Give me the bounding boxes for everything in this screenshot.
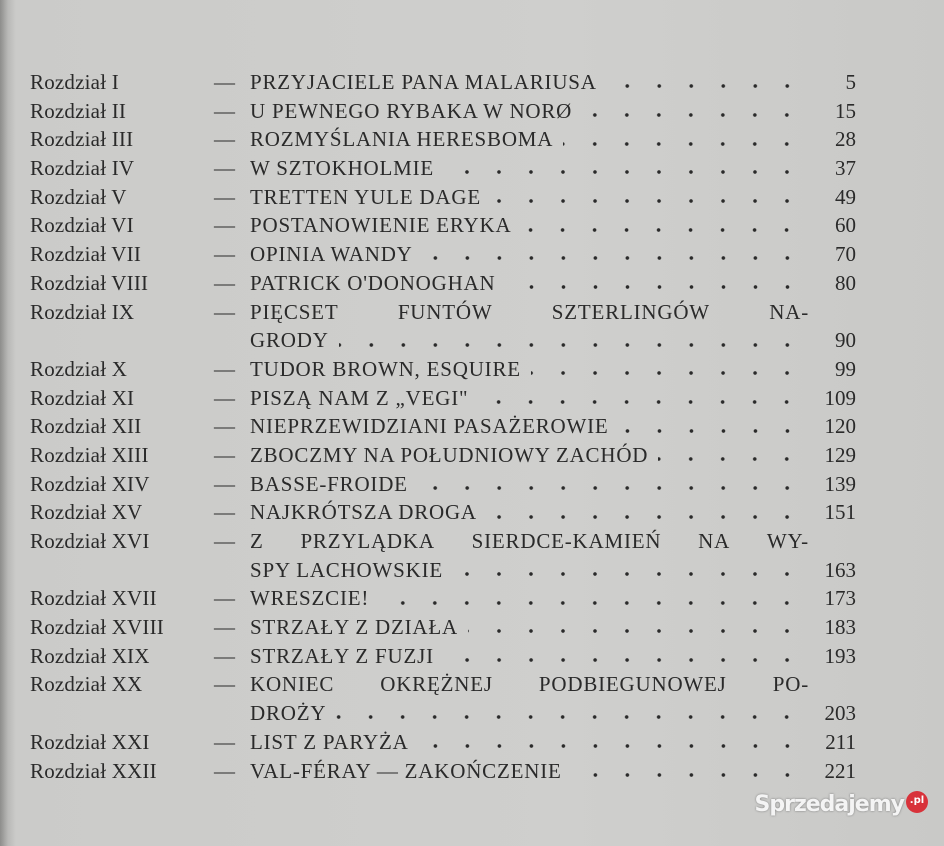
chapter-label: Rozdział XV xyxy=(30,500,143,525)
chapter-label: Rozdział VI xyxy=(30,213,134,238)
dash-separator: — xyxy=(214,385,235,410)
chapter-title-text: LIST Z PARYŻA xyxy=(250,729,409,754)
chapter-title xyxy=(250,498,809,527)
title-word: PO- xyxy=(772,672,809,697)
dash-separator: — xyxy=(214,414,235,439)
toc-line xyxy=(0,240,944,269)
dash-separator: — xyxy=(214,615,235,640)
toc-line xyxy=(0,757,944,786)
chapter-title xyxy=(250,298,809,327)
page-number: 109 xyxy=(824,385,856,410)
chapter-label: Rozdział XXI xyxy=(30,729,150,754)
chapter-label: Rozdział XVI xyxy=(30,529,150,553)
title-word: PIĘCSET xyxy=(250,299,339,324)
dot-leader xyxy=(423,255,803,261)
chapter-label: Rozdział IX xyxy=(30,299,135,324)
dot-leader xyxy=(453,571,803,577)
toc-line xyxy=(0,183,944,212)
toc-line xyxy=(0,68,944,97)
title-word: KONIEC xyxy=(250,672,335,697)
dash-separator: — xyxy=(214,758,235,783)
toc-entry xyxy=(0,240,944,269)
chapter-title-text: TUDOR BROWN, ESQUIRE xyxy=(250,356,521,381)
dot-leader xyxy=(418,485,803,491)
chapter-title xyxy=(250,584,809,613)
dot-leader xyxy=(658,456,803,462)
chapter-title-text: WRESZCIE! xyxy=(250,586,370,611)
chapter-label: Rozdział III xyxy=(30,127,134,152)
dot-leader xyxy=(521,227,803,233)
dash-separator: — xyxy=(214,299,235,324)
toc-line xyxy=(0,97,944,126)
dash-separator: — xyxy=(214,471,235,496)
page-number: 37 xyxy=(835,156,856,181)
dot-leader xyxy=(531,370,803,376)
chapter-title xyxy=(250,326,809,355)
title-word: WY- xyxy=(766,529,809,553)
dash-separator: — xyxy=(214,98,235,123)
toc-line xyxy=(0,211,944,240)
toc-line xyxy=(0,441,944,470)
chapter-title xyxy=(250,757,809,786)
chapter-title-text: NIEPRZEWIDZIANI PASAŻEROWIE xyxy=(250,414,609,439)
chapter-title-text: PATRICK O'DONOGHAN xyxy=(250,270,496,295)
title-word: PODBIEGUNOWEJ xyxy=(538,672,727,697)
chapter-title xyxy=(250,68,809,97)
chapter-label: Rozdział XX xyxy=(30,672,143,697)
toc-entry xyxy=(0,97,944,126)
chapter-label: Rozdział XI xyxy=(30,385,135,410)
chapter-title xyxy=(250,183,809,212)
chapter-label: Rozdział IV xyxy=(30,156,135,181)
toc-line xyxy=(0,556,944,585)
chapter-title xyxy=(250,240,809,269)
toc-entry xyxy=(0,642,944,671)
chapter-title-text: GRODY xyxy=(250,328,329,353)
dot-leader xyxy=(491,198,803,204)
chapter-title-text: ZBOCZMY NA POŁUDNIOWY ZACHÓD xyxy=(250,442,649,467)
chapter-title-text: U PEWNEGO RYBAKA W NORØ xyxy=(250,98,573,123)
dash-separator: — xyxy=(214,729,235,754)
dot-leader xyxy=(607,83,803,89)
toc-line xyxy=(0,470,944,499)
dot-leader xyxy=(478,399,803,405)
dot-leader xyxy=(468,628,803,634)
toc-line xyxy=(0,613,944,642)
chapter-title-text: OPINIA WANDY xyxy=(250,242,413,267)
toc-line xyxy=(0,269,944,298)
dash-separator: — xyxy=(214,270,235,295)
page-number: 151 xyxy=(824,500,856,525)
toc-line xyxy=(0,384,944,413)
chapter-label: Rozdział I xyxy=(30,70,119,94)
chapter-title xyxy=(250,154,809,183)
chapter-label: Rozdział V xyxy=(30,184,127,209)
chapter-title xyxy=(250,441,809,470)
dash-separator: — xyxy=(214,586,235,611)
toc-entry xyxy=(0,298,944,355)
toc-line xyxy=(0,412,944,441)
chapter-title xyxy=(250,269,809,298)
dash-separator: — xyxy=(214,156,235,181)
chapter-title-text: ROZMYŚLANIA HERESBOMA xyxy=(250,127,554,152)
dash-separator: — xyxy=(214,356,235,381)
dot-leader xyxy=(444,169,803,175)
title-word: NA- xyxy=(769,299,809,324)
title-word: SZTERLINGÓW xyxy=(551,299,710,324)
dot-leader xyxy=(379,600,803,606)
toc-entry xyxy=(0,470,944,499)
chapter-title xyxy=(250,412,809,441)
dot-leader xyxy=(336,714,803,720)
dash-separator: — xyxy=(214,242,235,267)
chapter-label: Rozdział XIII xyxy=(30,442,149,467)
chapter-label: Rozdział VIII xyxy=(30,270,149,295)
watermark xyxy=(755,791,929,819)
chapter-title-text: NAJKRÓTSZA DROGA xyxy=(250,500,477,525)
toc-entry xyxy=(0,584,944,613)
chapter-title xyxy=(250,384,809,413)
toc-line xyxy=(0,298,944,327)
chapter-title xyxy=(250,670,809,699)
dash-separator: — xyxy=(214,70,235,94)
chapter-title-text: W SZTOKHOLMIE xyxy=(250,156,435,181)
page-number: 5 xyxy=(845,70,856,94)
chapter-label: Rozdział XIV xyxy=(30,471,150,496)
chapter-title xyxy=(250,470,809,499)
watermark-logo-badge: .pl xyxy=(906,791,928,813)
toc-entry xyxy=(0,183,944,212)
chapter-title xyxy=(250,527,809,556)
toc-line xyxy=(0,154,944,183)
dash-separator: — xyxy=(214,500,235,525)
page-number: 173 xyxy=(824,586,856,611)
dot-leader xyxy=(572,772,803,778)
chapter-title-text: VAL-FÉRAY — ZAKOŃCZENIE xyxy=(250,758,562,783)
dot-leader xyxy=(419,743,803,749)
toc-entry xyxy=(0,125,944,154)
page-number: 120 xyxy=(824,414,856,439)
table-of-contents xyxy=(0,68,944,785)
page-number: 221 xyxy=(824,758,856,783)
chapter-label: Rozdział VII xyxy=(30,242,142,267)
chapter-title xyxy=(250,699,809,728)
title-word: Z xyxy=(250,529,264,553)
toc-entry xyxy=(0,384,944,413)
chapter-label: Rozdział XVIII xyxy=(30,615,164,640)
chapter-title xyxy=(250,728,809,757)
dash-separator: — xyxy=(214,127,235,152)
chapter-label: Rozdział XXII xyxy=(30,758,157,783)
chapter-title xyxy=(250,642,809,671)
toc-entry xyxy=(0,412,944,441)
page-number: 193 xyxy=(824,643,856,668)
chapter-label: Rozdział XVII xyxy=(30,586,157,611)
chapter-title xyxy=(250,613,809,642)
toc-entry xyxy=(0,670,944,727)
page-number: 211 xyxy=(825,729,856,754)
page-number: 203 xyxy=(824,701,856,726)
chapter-title xyxy=(250,211,809,240)
toc-line xyxy=(0,699,944,728)
page-number: 99 xyxy=(835,356,856,381)
dash-separator: — xyxy=(214,213,235,238)
toc-entry xyxy=(0,68,944,97)
title-word: FUNTÓW xyxy=(397,299,493,324)
page-number: 28 xyxy=(835,127,856,152)
chapter-title-text: STRZAŁY Z DZIAŁA xyxy=(250,615,458,640)
chapter-title xyxy=(250,97,809,126)
toc-line xyxy=(0,125,944,154)
toc-entry xyxy=(0,757,944,786)
dot-leader xyxy=(339,342,803,348)
toc-line xyxy=(0,642,944,671)
page-number: 90 xyxy=(835,328,856,353)
dash-separator: — xyxy=(214,442,235,467)
dot-leader xyxy=(582,112,803,118)
toc-entry xyxy=(0,728,944,757)
toc-line xyxy=(0,527,944,556)
chapter-title-text: STRZAŁY Z FUZJI xyxy=(250,643,434,668)
toc-entry xyxy=(0,441,944,470)
chapter-title-text: PRZYJACIELE PANA MALARIUSA xyxy=(250,70,597,94)
dash-separator: — xyxy=(214,529,235,553)
toc-entry xyxy=(0,355,944,384)
chapter-label: Rozdział X xyxy=(30,356,128,381)
page-number: 80 xyxy=(835,270,856,295)
toc-line xyxy=(0,670,944,699)
chapter-title-text: SPY LACHOWSKIE xyxy=(250,557,444,582)
chapter-label: Rozdział XII xyxy=(30,414,142,439)
chapter-label: Rozdział II xyxy=(30,98,127,123)
chapter-title-text: BASSE-FROIDE xyxy=(250,471,408,496)
page-number: 70 xyxy=(835,242,856,267)
title-word: PRZYLĄDKA xyxy=(300,529,435,553)
chapter-title xyxy=(250,125,809,154)
dot-leader xyxy=(563,141,803,147)
toc-entry xyxy=(0,154,944,183)
toc-line xyxy=(0,584,944,613)
watermark-logo: Sprzedajemy xyxy=(754,792,904,817)
chapter-title xyxy=(250,556,809,585)
toc-entry xyxy=(0,498,944,527)
page-number: 183 xyxy=(824,615,856,640)
toc-entry xyxy=(0,211,944,240)
toc-line xyxy=(0,326,944,355)
dash-separator: — xyxy=(214,184,235,209)
page-number: 163 xyxy=(824,557,856,582)
page-number: 129 xyxy=(824,442,856,467)
title-word: SIERDCE-KAMIEŃ xyxy=(471,529,662,553)
chapter-title xyxy=(250,355,809,384)
title-word: NA xyxy=(698,529,731,553)
dot-leader xyxy=(619,428,803,434)
page-number: 139 xyxy=(824,471,856,496)
page-number: 49 xyxy=(835,184,856,209)
toc-line xyxy=(0,355,944,384)
toc-entry xyxy=(0,269,944,298)
dash-separator: — xyxy=(214,672,235,697)
title-word: OKRĘŻNEJ xyxy=(380,672,493,697)
chapter-title-text: DROŻY xyxy=(250,701,327,726)
dash-separator: — xyxy=(214,643,235,668)
dot-leader xyxy=(506,284,803,290)
toc-line xyxy=(0,728,944,757)
dot-leader xyxy=(444,657,803,663)
toc-line xyxy=(0,498,944,527)
toc-entry xyxy=(0,613,944,642)
page-number: 60 xyxy=(835,213,856,238)
chapter-title-text: POSTANOWIENIE ERYKA xyxy=(250,213,512,238)
chapter-title-text: PISZĄ NAM Z „VEGI" xyxy=(250,385,469,410)
dot-leader xyxy=(487,514,803,520)
chapter-label: Rozdział XIX xyxy=(30,643,150,668)
page-number: 15 xyxy=(835,98,856,123)
chapter-title-text: TRETTEN YULE DAGE xyxy=(250,184,481,209)
toc-entry xyxy=(0,527,944,584)
